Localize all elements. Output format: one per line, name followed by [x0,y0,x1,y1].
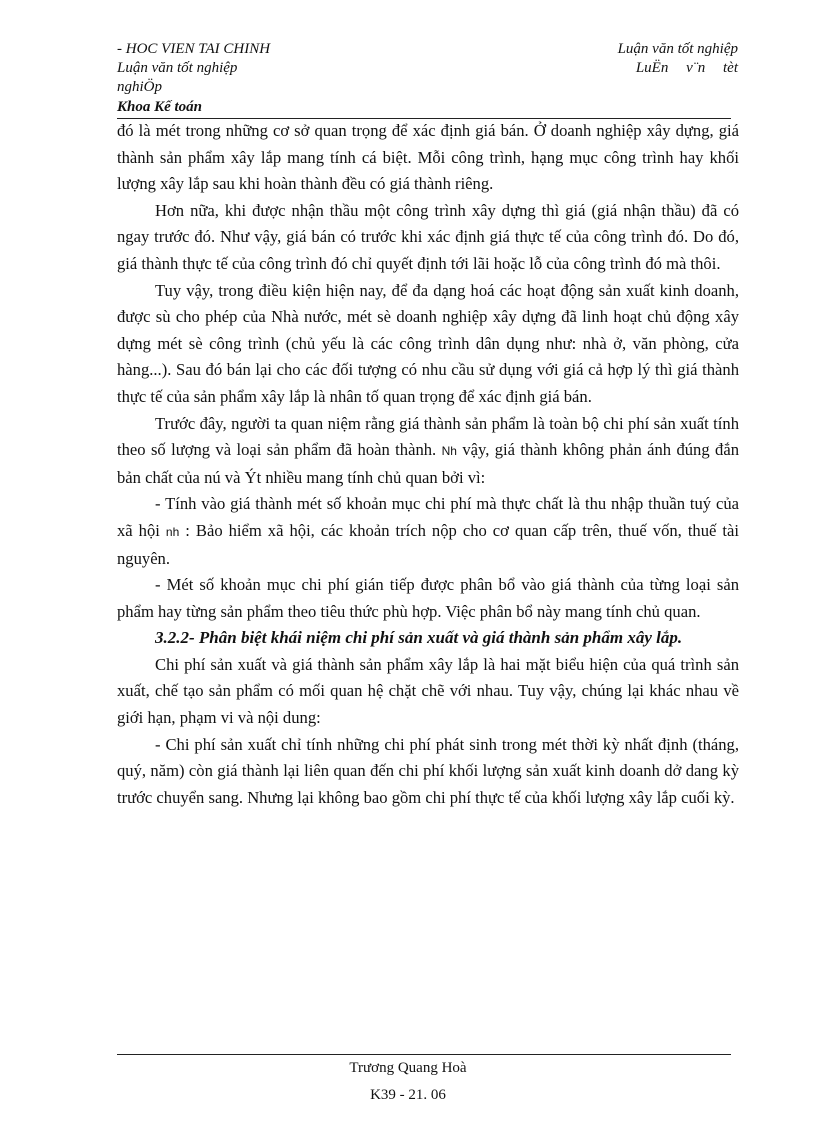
header-garbled-word: nghiÖp [117,79,162,95]
paragraph-5-part-2: : Bảo hiểm xã hội, các khoản trích nộp cho cơ quan cấp trên, thuế vốn, thuế tài nguyên. [117,520,739,568]
paragraph-2: Hơn nữa, khi được nhận thầu một công trình xây dựng thì giá (giá nhận thầu) đã có ngay trước đó. Như vậy, giá bán có trước khi xác định giá thực tế của công trình đó. Do đó, giá thành thực tế của công trình đó chỉ quyết định tới lãi hoặc lỗ của công trình đó mà thôi. [117,200,739,273]
paragraph-5-nh: nh [165,524,180,539]
document-body [117,118,739,811]
header-department: Khoa Kế toán [117,99,203,115]
header-thesis-title-left: Luận văn tốt nghiệp [117,60,238,76]
header-thesis-title: Luận văn tốt nghiệp [617,41,738,57]
paragraph-4-nh: Nh [441,444,457,459]
paragraph-7: Chi phí sản xuất và giá thành sản phẩm xây lắp là hai mặt biểu hiện của quá trình sản xuất, chế tạo sản phẩm có mối quan hệ chặt chẽ với nhau. Tuy vậy, chúng lại khác nhau về giới hạn, phạm vi và nội dung: [117,654,739,728]
footer-divider [117,1054,731,1055]
paragraph-4-part-2: vậy, giá thành không phản ánh đúng đắn bản chất của nú và Ýt nhiều mang tính chủ quan bởi vì: [117,440,739,487]
footer-class: K39 - 21. 06 [370,1087,446,1103]
paragraph-5 [117,491,739,572]
paragraph-5-part-1: - Tính vào giá thành mét số khoản mục chi phí mà thực chất là thu nhập thuần tuý của xã hội [117,494,739,540]
paragraph-4-part-1: Trước đây, người ta quan niệm rằng giá thành sản phẩm là toàn bộ chi phí sản xuất tính theo số lượng và loại sản phẩm đã hoàn thành. [117,413,739,460]
paragraph-8: - Chi phí sản xuất chỉ tính những chi phí phát sinh trong mét thời kỳ nhất định (tháng, quý, năm) còn giá thành lại liên quan đến chi phí khối lượng sản xuất kinh doanh dở dang kỳ trước chuyển sang. Nhưng lại không bao gồm chi phí thực tế của khối lượng xây lắp cuối kỳ. [117,734,739,807]
paragraph-3: Tuy vậy, trong điều kiện hiện nay, để đa dạng hoá các hoạt động sản xuất kinh doanh, được sù cho phép của Nhà nước, mét sè doanh nghiệp xây dựng đã linh hoạt chủ động xây dựng mét sè công trình (chủ yếu là các công trình dân dụng như: nhà ở, văn phòng, cửa hàng...). Sau đó bán lại cho các đối tượng có nhu cầu sử dụng với giá cả hợp lý thì giá thành thực tế của sản phẩm xây lắp là nhân tố quan trọng để xác định giá bán. [117,280,739,406]
header-institution: - HOC VIEN TAI CHINH [117,41,271,57]
paragraph-1: đó là mét trong những cơ sở quan trọng để xác định giá bán. Ở doanh nghiệp xây dựng, giá thành sản phẩm xây lắp mang tính cá biệt. Mỗi công trình, hạng mục công trình hay khối lượng xây lắp sau khi hoàn thành đều có giá thành riêng. [117,121,739,194]
paragraph-4 [117,411,739,492]
header-garbled-title: LuËn v¨n tèt [635,60,738,76]
paragraph-6: - Mét số khoản mục chi phí gián tiếp được phân bổ vào giá thành của từng loại sản phẩm hay từng sản phẩm theo tiêu thức phù hợp. Việc phân bổ này mang tính chủ quan. [117,575,739,621]
section-heading: 3.2.2- Phân biệt khái niệm chi phí sản xuất và giá thành sản phẩm xây lắp. [155,628,683,648]
footer-author: Trương Quang Hoà [349,1060,467,1076]
